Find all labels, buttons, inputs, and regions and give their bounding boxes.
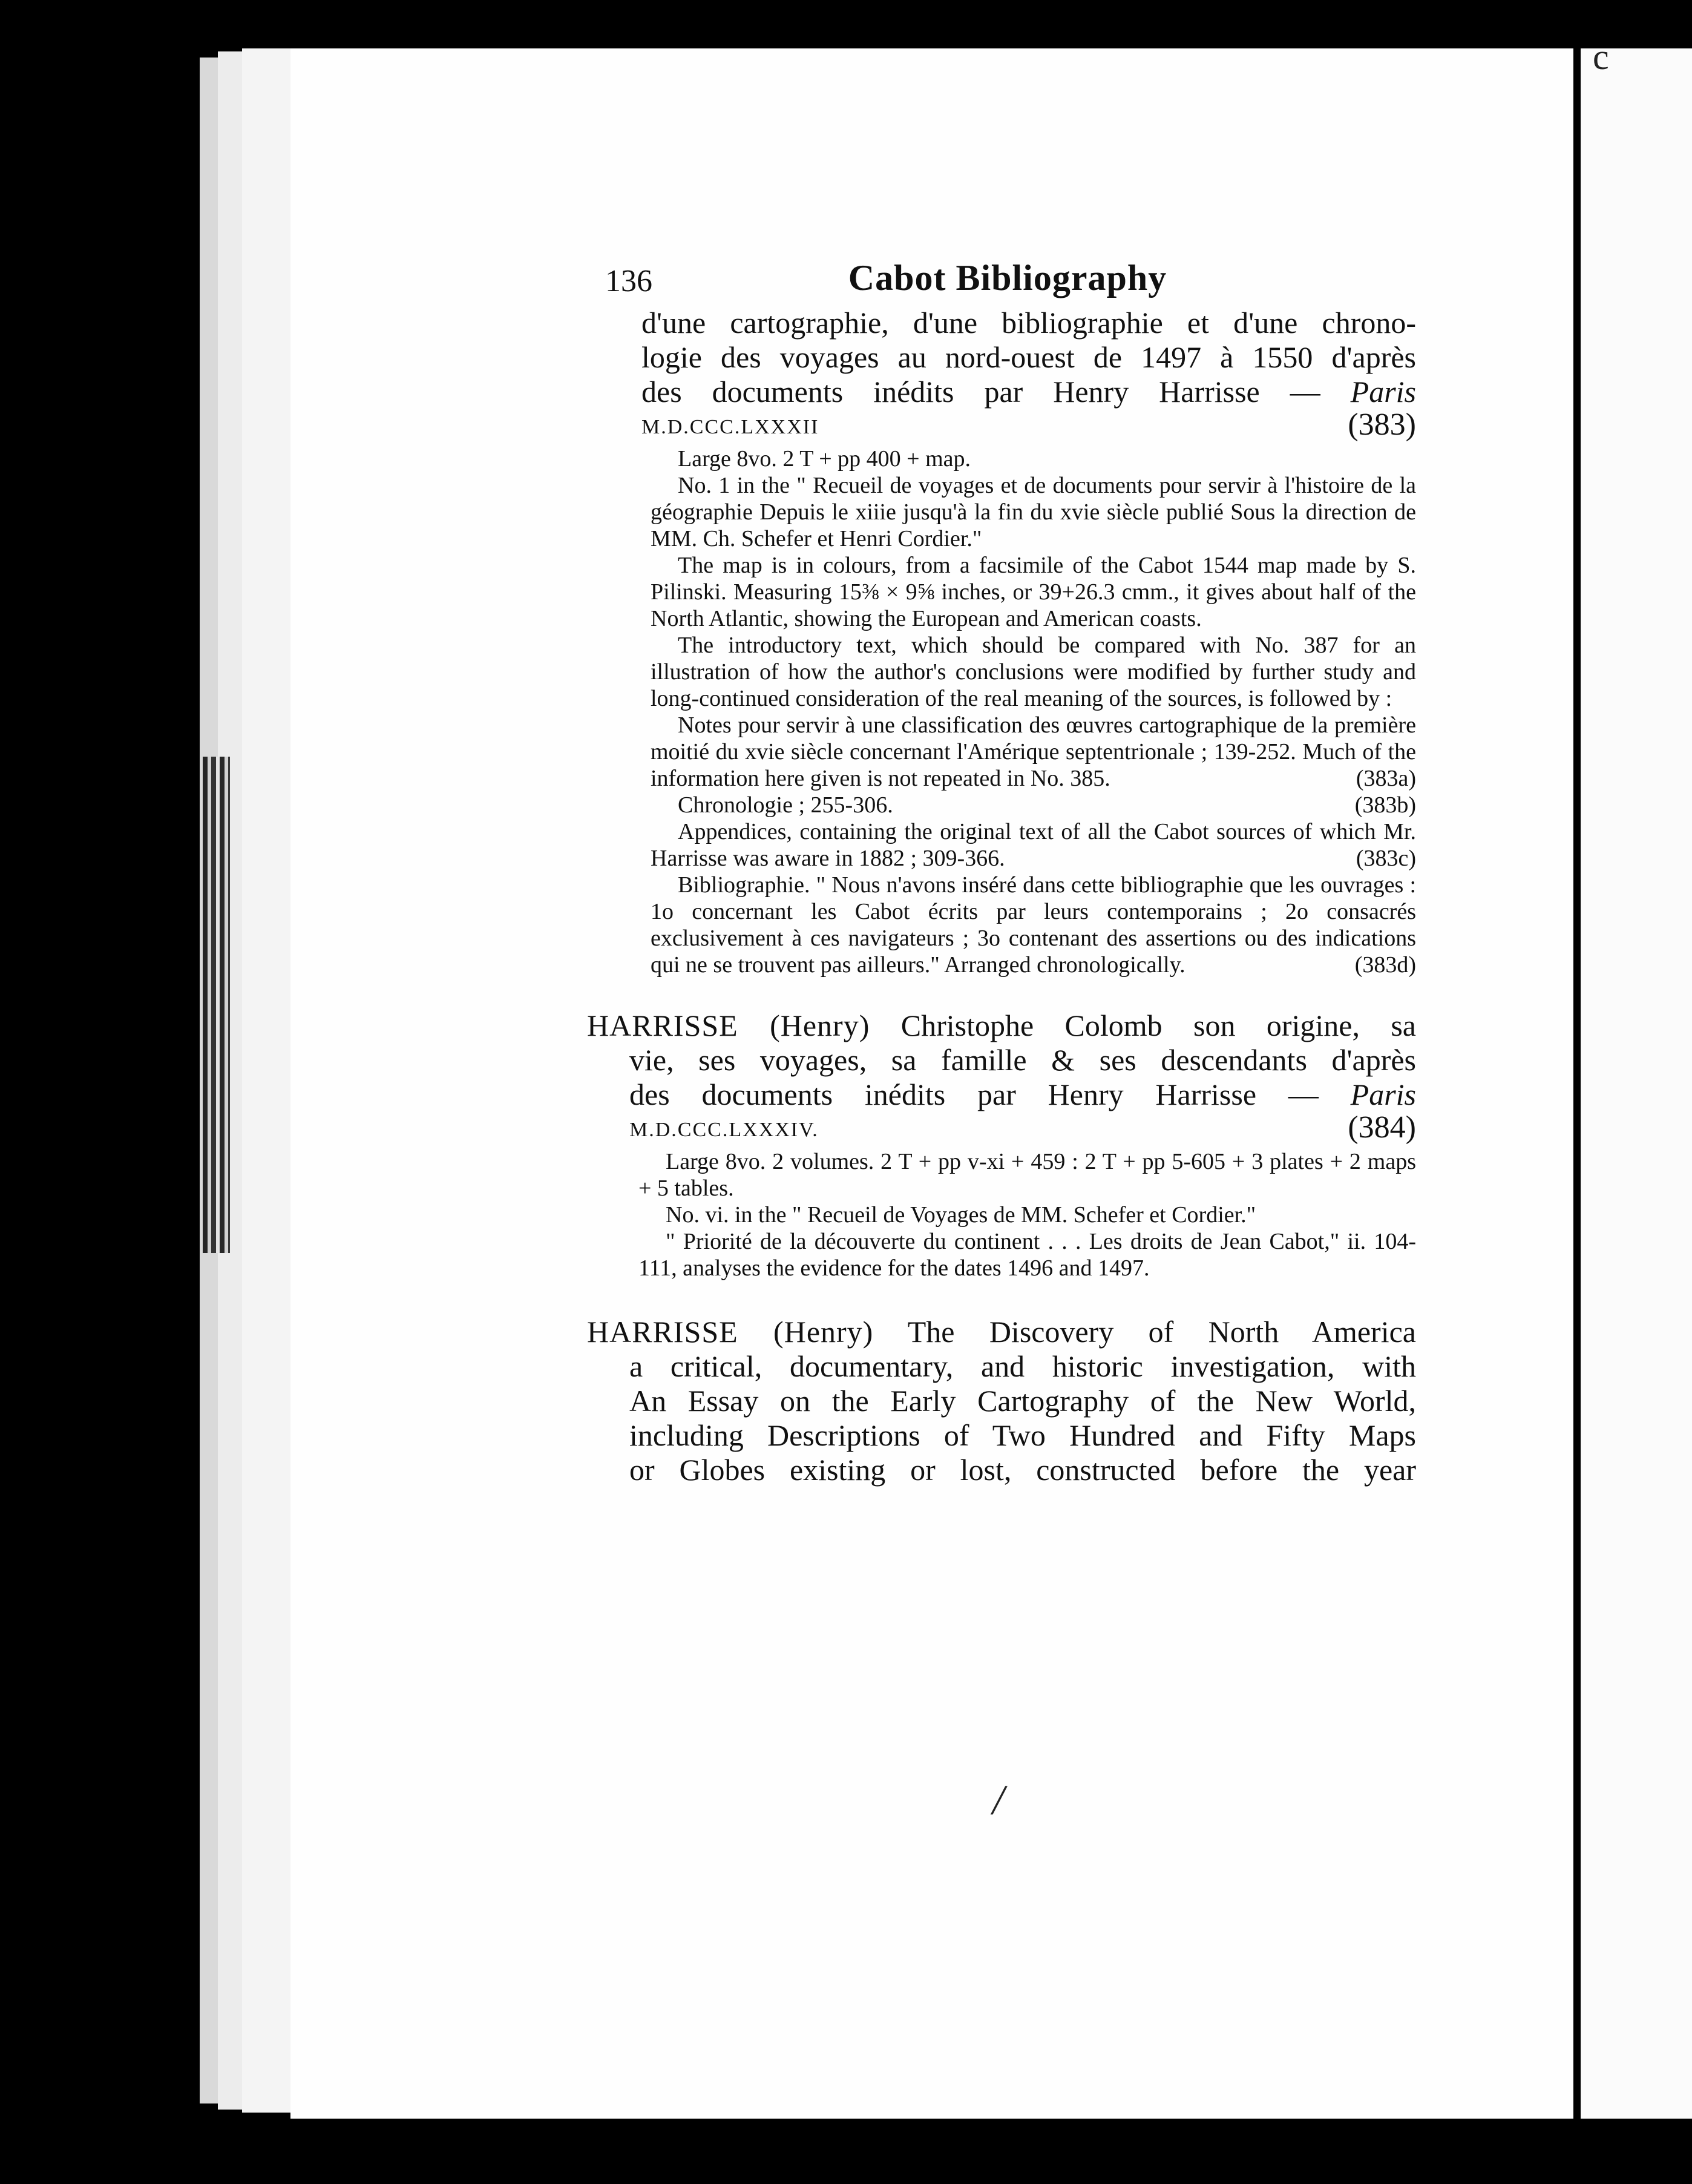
title-line: a critical, documentary, and historic investigation, with [629,1349,1416,1383]
entry-heading [587,1315,1416,1349]
note: Large 8vo. 2 T + pp 400 + map. [678,446,971,472]
book-spine [203,757,230,1253]
title-line-text: des documents inédits par Henry Harrisse — [629,1077,1319,1111]
place-of-publication: Paris [1350,375,1417,409]
note: Large 8vo. 2 volumes. 2 T + pp v-xi + 459 : 2 T + pp 5-605 + 3 plates + 2 maps + 5 tables. [638,1149,1416,1201]
note: No. 1 in the " Recueil de voyages et de documents pour servir à l'histoire de la géographie Depuis le xiiie jusqu'à la fin du xvie siècle publié Sous la direction de MM. Ch. Schefer et Henri Cordier." [651,473,1416,551]
date-line [587,1112,1416,1148]
note [651,712,1416,792]
entry-383 [599,306,1416,978]
sub-entry-number: (383a) [1356,766,1416,791]
entry-number: (383) [1348,407,1416,442]
entry-385 [587,1315,1416,1487]
date-line [599,409,1416,446]
title-line-text: des documents inédits par Henry Harrisse — [641,375,1320,409]
sub-entry-number: (383b) [1354,792,1416,818]
note-text: Appendices, containing the original text of all the Cabot sources of which Mr. Harrisse was aware in 1882 ; 309-366. [651,819,1416,871]
page-edge [242,48,290,2113]
place-of-publication: Paris [1350,1077,1417,1111]
signature-mark: / [992,1777,1005,1824]
note: The map is in colours, from a facsimile of the Cabot 1544 map made by S. Pilinski. Measuring 15⅜ × 9⅝ inches, or 39+26.3 cmm., it gives about half of the North Atlantic, showing the European and American coasts. [651,553,1416,631]
entry-notes [587,1148,1416,1281]
note-text: Bibliographie. " Nous n'avons inséré dans cette bibliographie que les ouvrages : 1o concernant les Cabot écrits par leurs contemporains ; 2o consacrés exclusivement à ces navigateurs ; 3o contenant des assertions ou des indications qui ne se trouvent pas ailleurs." Arranged chronologically. [651,872,1416,978]
title-line: An Essay on the Early Cartography of the New World, [629,1384,1416,1418]
facing-page-edge [1581,37,1692,2119]
entry-notes [599,446,1416,978]
note: The introductory text, which should be compared with No. 387 for an illustration of how the author's conclusions were modified by further study and long-continued consideration of the real meaning of the sources, is followed by : [651,633,1416,711]
title-line-text: Christophe Colomb son origine, sa [900,1008,1416,1042]
text-block [587,257,1417,1487]
publication-date: M.D.CCC.LXXXII [641,416,819,438]
title-line: vie, ses voyages, sa famille & ses descendants d'après [629,1043,1416,1077]
title-line: d'une cartographie, d'une bibliographie et d'une chrono- [641,306,1416,340]
title-line: or Globes existing or lost, constructed before the year [629,1453,1416,1487]
sub-entry-number: (383c) [1356,846,1416,871]
page-number: 136 [605,264,652,298]
author-name: HARRISSE (Henry) [587,1008,870,1042]
note-text: Chronologie ; 255-306. [678,792,893,818]
title-line [587,1077,1416,1112]
title-line: including Descriptions of Two Hundred and Fifty Maps [629,1418,1416,1452]
entry-384 [587,1008,1416,1281]
title-line: logie des voyages au nord-ouest de 1497 à 1550 d'après [641,340,1416,374]
entry-number: (384) [1348,1110,1416,1145]
note: " Priorité de la découverte du continent . . . Les droits de Jean Cabot," ii. 104-111, analyses the evidence for the dates 1496 and 1497. [638,1229,1416,1281]
title-line-text: The Discovery of North America [907,1315,1416,1349]
corner-mark: c [1593,37,1609,77]
author-name: HARRISSE (Henry) [587,1315,874,1349]
page-header [599,257,1416,306]
note [651,818,1416,872]
running-title: Cabot Bibliography [848,258,1167,298]
publication-date: M.D.CCC.LXXXIV. [629,1119,819,1141]
entry-heading [587,1008,1416,1043]
note [651,872,1416,978]
page-gutter [1573,48,1581,2119]
note [651,792,1416,818]
title-line [599,375,1416,409]
sub-entry-number: (383d) [1354,952,1416,978]
note: No. vi. in the " Recueil de Voyages de MM. Schefer et Cordier." [666,1202,1256,1228]
note-text: Notes pour servir à une classification des œuvres cartographique de la première moitié du xvie siècle concernant l'Amérique septentrionale ; 139-252. Much of the information here given is not repeated in No. 385. [651,712,1416,791]
